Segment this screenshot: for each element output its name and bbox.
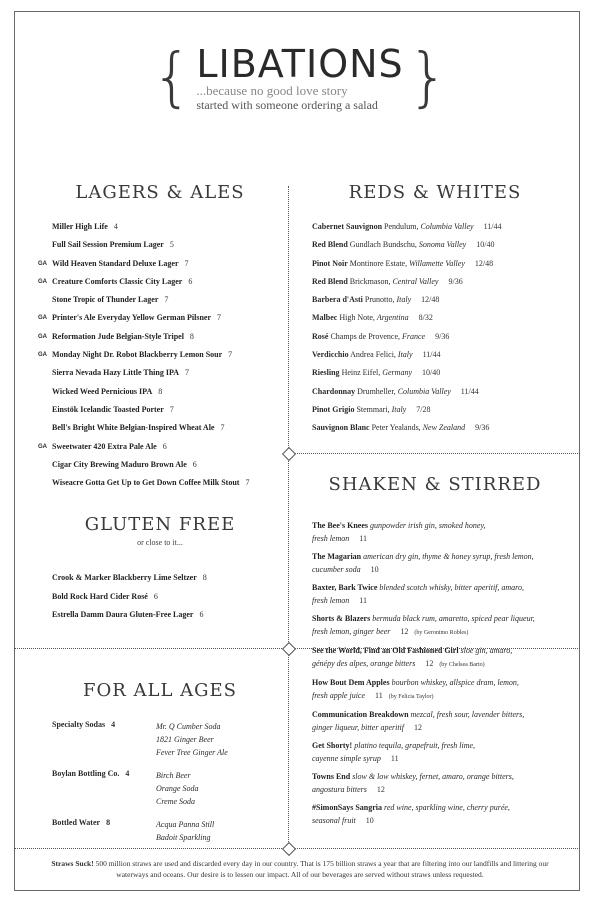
wine-region: Columbia Valley <box>420 222 474 231</box>
cocktail-desc-2: ginger liqueur, bitter aperitif <box>312 722 404 732</box>
cocktail-line-2 <box>312 533 574 546</box>
cocktail-item <box>312 677 574 703</box>
logo-brace-left: { <box>151 41 193 115</box>
cocktail-name: Towns End <box>312 772 351 781</box>
left-divider-1 <box>14 648 288 649</box>
cocktail-price: 12 <box>414 722 422 732</box>
wine-region: Willamette Valley <box>409 258 465 268</box>
beer-price: 6 <box>192 459 197 469</box>
beer-name: Wicked Weed Pernicious IPA <box>52 386 153 396</box>
logo-tagline-1: ...because no good love story <box>196 83 348 98</box>
gf-name: Estrella Damm Daura Gluten-Free Lager <box>52 610 194 619</box>
cocktail-line-1 <box>312 613 574 626</box>
logo <box>0 41 600 115</box>
list-item <box>52 291 282 309</box>
ga-badge: GA <box>38 352 47 359</box>
cocktail-desc-1: blended scotch whisky, bitter aperitif, amaro, <box>379 583 524 592</box>
cocktail-line-2 <box>312 626 574 640</box>
cocktail-desc-1: platino tequila, grapefruit, fresh lime, <box>354 741 476 750</box>
wine-price: 10/40 <box>476 240 495 250</box>
cocktail-price: 10 <box>370 564 379 574</box>
allages-option: Badoit Sparkling <box>156 833 211 842</box>
allages-group <box>52 818 282 854</box>
cocktail-line-1 <box>312 582 574 595</box>
list-item <box>38 328 282 346</box>
list-item <box>52 419 282 437</box>
wine-producer: High Note, <box>339 313 375 323</box>
list-item <box>52 383 282 401</box>
gf-price: 6 <box>153 591 158 601</box>
wine-producer: Montinore Estate, <box>349 258 408 268</box>
allages-option: Acqua Panna Still <box>156 820 215 829</box>
beer-name: Sierra Nevada Hazy Little Thing IPA <box>52 368 180 378</box>
cocktail-line-2 <box>312 753 574 766</box>
beer-price: 7 <box>164 295 169 305</box>
cocktail-desc-2: génépy des alpes, orange bitters <box>312 658 416 668</box>
cocktail-line-2 <box>312 784 574 797</box>
allages-label-text: Boylan Bottling Co. <box>52 769 120 778</box>
allages-list <box>52 720 282 854</box>
gf-price: 6 <box>199 610 204 619</box>
beer-price: 7 <box>217 313 222 323</box>
allages-options <box>156 769 198 808</box>
wine-price: 11/44 <box>460 386 479 396</box>
wine-varietal: Red Blend <box>312 240 348 250</box>
wine-price: 10/40 <box>422 368 441 378</box>
list-item <box>38 346 282 364</box>
wine-region: Italy <box>397 350 413 360</box>
list-item <box>312 364 572 382</box>
cocktail-line-1 <box>312 520 574 533</box>
wine-producer: Champs de Provence, <box>330 331 400 341</box>
wine-varietal: Pinot Noir <box>312 258 348 268</box>
wine-varietal: Cabernet Sauvignon <box>312 222 383 231</box>
cocktail-item <box>312 740 574 765</box>
wine-price: 7/28 <box>416 404 431 414</box>
wine-price: 11/44 <box>422 350 441 360</box>
beer-name: Creature Comforts Classic City Lager <box>52 276 183 286</box>
allages-title: FOR ALL AGES <box>83 680 237 701</box>
list-item <box>52 236 282 254</box>
wine-varietal: Barbera d'Asti <box>312 295 363 305</box>
wine-producer: Gundlach Bundschu, <box>349 240 417 250</box>
wine-varietal: Malbec <box>312 313 338 323</box>
allages-price: 4 <box>111 720 116 729</box>
cocktail-price: 12 <box>400 626 409 636</box>
cocktail-desc-1: bourbon whiskey, allspice dram, lemon, <box>391 678 519 687</box>
allages-option: Birch Beer <box>156 771 191 780</box>
list-item <box>312 401 572 419</box>
cocktail-desc-1: gunpowder irish gin, smoked honey, <box>370 521 486 530</box>
ga-badge: GA <box>38 315 47 322</box>
list-item <box>38 438 282 456</box>
cocktail-line-1 <box>312 551 574 564</box>
center-divider <box>288 186 289 848</box>
cocktail-desc-2: cucumber soda <box>312 564 361 574</box>
gluten-title: GLUTEN FREE <box>84 514 236 535</box>
list-item <box>52 218 282 236</box>
cocktail-name: Shorts & Blazers <box>312 614 371 623</box>
cocktail-desc-1: bermuda black rum, amaretto, spiced pear liqueur, <box>372 614 535 623</box>
cocktail-desc-1: mezcal, fresh sour, lavender bitters, <box>410 710 525 719</box>
list-item <box>312 236 572 254</box>
cocktail-name: How Bout Dem Apples <box>312 678 390 687</box>
wine-varietal: Verdicchio <box>312 350 349 360</box>
beer-price: 5 <box>169 240 174 250</box>
cocktail-desc-1: red wine, sparkling wine, cherry purée, <box>384 803 510 812</box>
cocktail-name: The Magarian <box>312 552 362 561</box>
beer-price: 7 <box>185 368 190 378</box>
cocktail-desc-2: cayenne simple syrup <box>312 753 381 763</box>
beer-name: Miller High Life <box>52 222 108 231</box>
ga-badge: GA <box>38 278 47 285</box>
wine-region: Columbia Valley <box>397 386 451 396</box>
cocktail-credit: (by Felicia Taylor) <box>388 693 434 700</box>
wine-varietal: Red Blend <box>312 276 348 286</box>
wine-price: 12/48 <box>421 295 440 305</box>
cocktail-desc-2: seasonal fruit <box>312 815 356 825</box>
list-item <box>312 291 572 309</box>
cocktail-desc-1: american dry gin, thyme & honey syrup, fresh lemon, <box>363 552 534 561</box>
ga-badge: GA <box>38 333 47 340</box>
beer-price: 6 <box>162 441 167 451</box>
allages-option: Fever Tree Ginger Ale <box>156 748 228 757</box>
gluten-list <box>52 569 282 625</box>
cocktail-item <box>312 709 574 734</box>
wine-region: Sonoma Valley <box>418 240 467 250</box>
allages-label <box>52 818 110 827</box>
beer-price: 4 <box>113 222 118 231</box>
beer-price: 8 <box>189 331 194 341</box>
wine-varietal: Sauvignon Blanc <box>312 423 370 433</box>
cocktail-price: 11 <box>359 533 367 543</box>
wine-producer: Drumheller, <box>357 386 396 396</box>
wine-varietal: Rosé <box>312 331 329 341</box>
list-item <box>312 383 572 401</box>
wine-producer: Pendulum, <box>384 222 419 231</box>
allages-price: 8 <box>106 818 111 827</box>
wine-price: 9/36 <box>448 276 463 286</box>
wine-varietal: Chardonnay <box>312 386 356 396</box>
wines-title: REDS & WHITES <box>348 182 522 203</box>
cocktail-line-2 <box>312 595 574 608</box>
cocktail-desc-2: angostura bitters <box>312 784 367 794</box>
wine-price: 8/32 <box>418 313 433 323</box>
lagers-title: LAGERS & ALES <box>75 182 245 203</box>
wine-producer: Peter Yealands, <box>371 423 421 433</box>
wine-producer: Heinz Eifel, <box>341 368 381 378</box>
cocktail-line-1 <box>312 677 574 690</box>
cocktail-line-1 <box>312 771 574 784</box>
wine-price: 9/36 <box>475 423 490 433</box>
wine-varietal: Pinot Grigio <box>312 404 355 414</box>
list-item <box>312 346 572 364</box>
beer-name: Stone Tropic of Thunder Lager <box>52 295 159 305</box>
cocktail-line-2 <box>312 690 574 704</box>
beer-name: Printer's Ale Everyday Yellow German Pilsner <box>52 313 212 323</box>
beer-price: 8 <box>158 386 163 396</box>
cocktail-price: 11 <box>375 690 383 700</box>
beer-name: Bell's Bright White Belgian-Inspired Wheat Ale <box>52 423 215 433</box>
cocktail-line-1 <box>312 802 574 815</box>
cocktail-name: See the World, Find an Old Fashioned Girl <box>312 646 459 655</box>
wine-region: New Zealand <box>422 423 466 433</box>
list-item <box>52 588 282 607</box>
list-item <box>312 255 572 273</box>
allages-label <box>52 769 129 778</box>
allages-label-text: Bottled Water <box>52 818 101 827</box>
wine-price: 12/48 <box>474 258 494 268</box>
list-item <box>38 309 282 327</box>
wine-region: Italy <box>391 404 407 414</box>
allages-options <box>156 818 214 844</box>
wine-region: Italy <box>396 295 412 305</box>
beer-name: Monday Night Dr. Robot Blackberry Lemon Sour <box>52 350 223 360</box>
cocktail-item <box>312 551 574 576</box>
wine-region: France <box>402 331 426 341</box>
cocktail-item <box>312 645 574 671</box>
list-item <box>52 474 282 492</box>
list-item <box>38 255 282 273</box>
cocktail-desc-1: slow & low whiskey, fernet, amaro, orange bitters, <box>352 772 514 781</box>
wine-region: Argentina <box>376 313 409 323</box>
gf-price: 8 <box>202 573 207 582</box>
cocktail-price: 12 <box>425 658 434 668</box>
ga-badge: GA <box>38 443 47 450</box>
cocktail-item <box>312 613 574 639</box>
list-item <box>38 273 282 291</box>
list-item <box>52 456 282 474</box>
cocktail-item <box>312 520 574 545</box>
lagers-list <box>38 218 282 492</box>
allages-group <box>52 720 282 769</box>
wine-producer: Stemmari, <box>356 404 390 414</box>
cocktail-credit: (by Geronimo Robles) <box>414 629 469 636</box>
wines-list <box>312 218 572 438</box>
cocktail-price: 10 <box>365 815 374 825</box>
allages-option: Creme Soda <box>156 797 196 806</box>
allages-option: Mr. Q Cumber Soda <box>156 722 221 731</box>
list-item <box>312 218 572 236</box>
cocktail-desc-2: fresh lemon <box>312 533 350 543</box>
beer-name: Wiseacre Gotta Get Up to Get Down Coffee Milk Stout <box>52 478 240 488</box>
beer-price: 7 <box>184 258 189 268</box>
cocktail-desc-2: fresh lemon, ginger beer <box>312 626 391 636</box>
cocktail-desc-2: fresh lemon <box>312 595 350 605</box>
cocktail-credit: (by Chelsea Barto) <box>439 661 485 668</box>
list-item <box>312 309 572 327</box>
beer-price: 7 <box>228 350 233 360</box>
right-divider-1 <box>292 453 580 454</box>
cocktail-desc-1: sloe gin, amaro, <box>460 646 513 655</box>
cocktail-desc-2: fresh apple juice <box>312 690 366 700</box>
logo-title: LIBATIONS <box>196 42 404 86</box>
straws-lead: Straws Suck! <box>51 859 94 868</box>
cocktail-line-1 <box>312 740 574 753</box>
cocktail-line-2 <box>312 722 574 735</box>
gf-name: Bold Rock Hard Cider Rosé <box>52 591 148 601</box>
list-item <box>312 419 572 437</box>
beer-price: 7 <box>169 404 174 414</box>
wine-producer: Brickmason, <box>349 276 391 286</box>
straws-text: 500 million straws are used and discarded every day in our country. That is 175 billion straws a year that are filtering into our landfills and littering our waterways and oceans. Our desire is to lessen our impact. All of our beverages are served without straws unless requested. <box>95 859 549 879</box>
cocktail-line-2 <box>312 815 574 828</box>
gluten-subtitle: or close to it... <box>137 538 183 547</box>
cocktails-list <box>312 520 574 833</box>
beer-name: Sweetwater 420 Extra Pale Ale <box>52 441 157 451</box>
wine-region: Central Valley <box>392 276 439 286</box>
allages-price: 4 <box>125 769 130 778</box>
wine-region: Germany <box>382 368 412 378</box>
beer-name: Reformation Jude Belgian-Style Tripel <box>52 331 184 341</box>
list-item <box>312 328 572 346</box>
cocktail-item <box>312 582 574 607</box>
beer-price: 7 <box>220 423 225 433</box>
beer-name: Einstök Icelandic Toasted Porter <box>52 404 164 414</box>
beer-name: Cigar City Brewing Maduro Brown Ale <box>52 459 187 469</box>
cocktail-price: 11 <box>390 753 399 763</box>
cocktail-line-2 <box>312 658 574 672</box>
list-item <box>52 606 282 625</box>
allages-option: Orange Soda <box>156 784 199 793</box>
cocktail-name: Baxter, Bark Twice <box>312 583 378 592</box>
allages-label-text: Specialty Sodas <box>52 720 106 729</box>
beer-price: 7 <box>245 478 250 488</box>
cocktail-name: #SimonSays Sangria <box>312 803 383 812</box>
wine-producer: Prunotto, <box>364 295 395 305</box>
wine-varietal: Riesling <box>312 368 340 378</box>
list-item <box>52 401 282 419</box>
cocktail-name: Get Shorty! <box>312 741 353 750</box>
cocktail-line-1 <box>312 709 574 722</box>
cocktails-title: SHAKEN & STIRRED <box>328 474 542 495</box>
gf-name: Crook & Marker Blackberry Lime Seltzer <box>52 573 197 582</box>
beer-name: Full Sail Session Premium Lager <box>52 240 164 250</box>
beer-name: Wild Heaven Standard Deluxe Lager <box>52 258 179 268</box>
cocktail-item <box>312 771 574 796</box>
allages-options <box>156 720 228 759</box>
allages-option: 1821 Ginger Beer <box>156 735 214 744</box>
cocktail-item <box>312 802 574 827</box>
cocktail-line-2 <box>312 564 574 577</box>
wine-price: 9/36 <box>435 331 450 341</box>
allages-label <box>52 720 115 729</box>
logo-brace-right: } <box>407 41 449 115</box>
cocktail-name: Communication Breakdown <box>312 710 409 719</box>
wine-price: 11/44 <box>483 222 502 231</box>
cocktail-price: 11 <box>359 595 367 605</box>
list-item <box>312 273 572 291</box>
straws-note <box>40 858 560 880</box>
wine-producer: Andrea Felici, <box>350 350 396 360</box>
list-item <box>52 569 282 588</box>
cocktail-price: 12 <box>376 784 385 794</box>
allages-group <box>52 769 282 818</box>
beer-price: 6 <box>188 276 193 286</box>
ga-badge: GA <box>38 260 47 267</box>
logo-tagline-2: started with someone ordering a salad <box>196 98 378 112</box>
cocktail-name: The Bee's Knees <box>312 521 368 530</box>
list-item <box>52 364 282 382</box>
cocktail-line-1 <box>312 645 574 658</box>
